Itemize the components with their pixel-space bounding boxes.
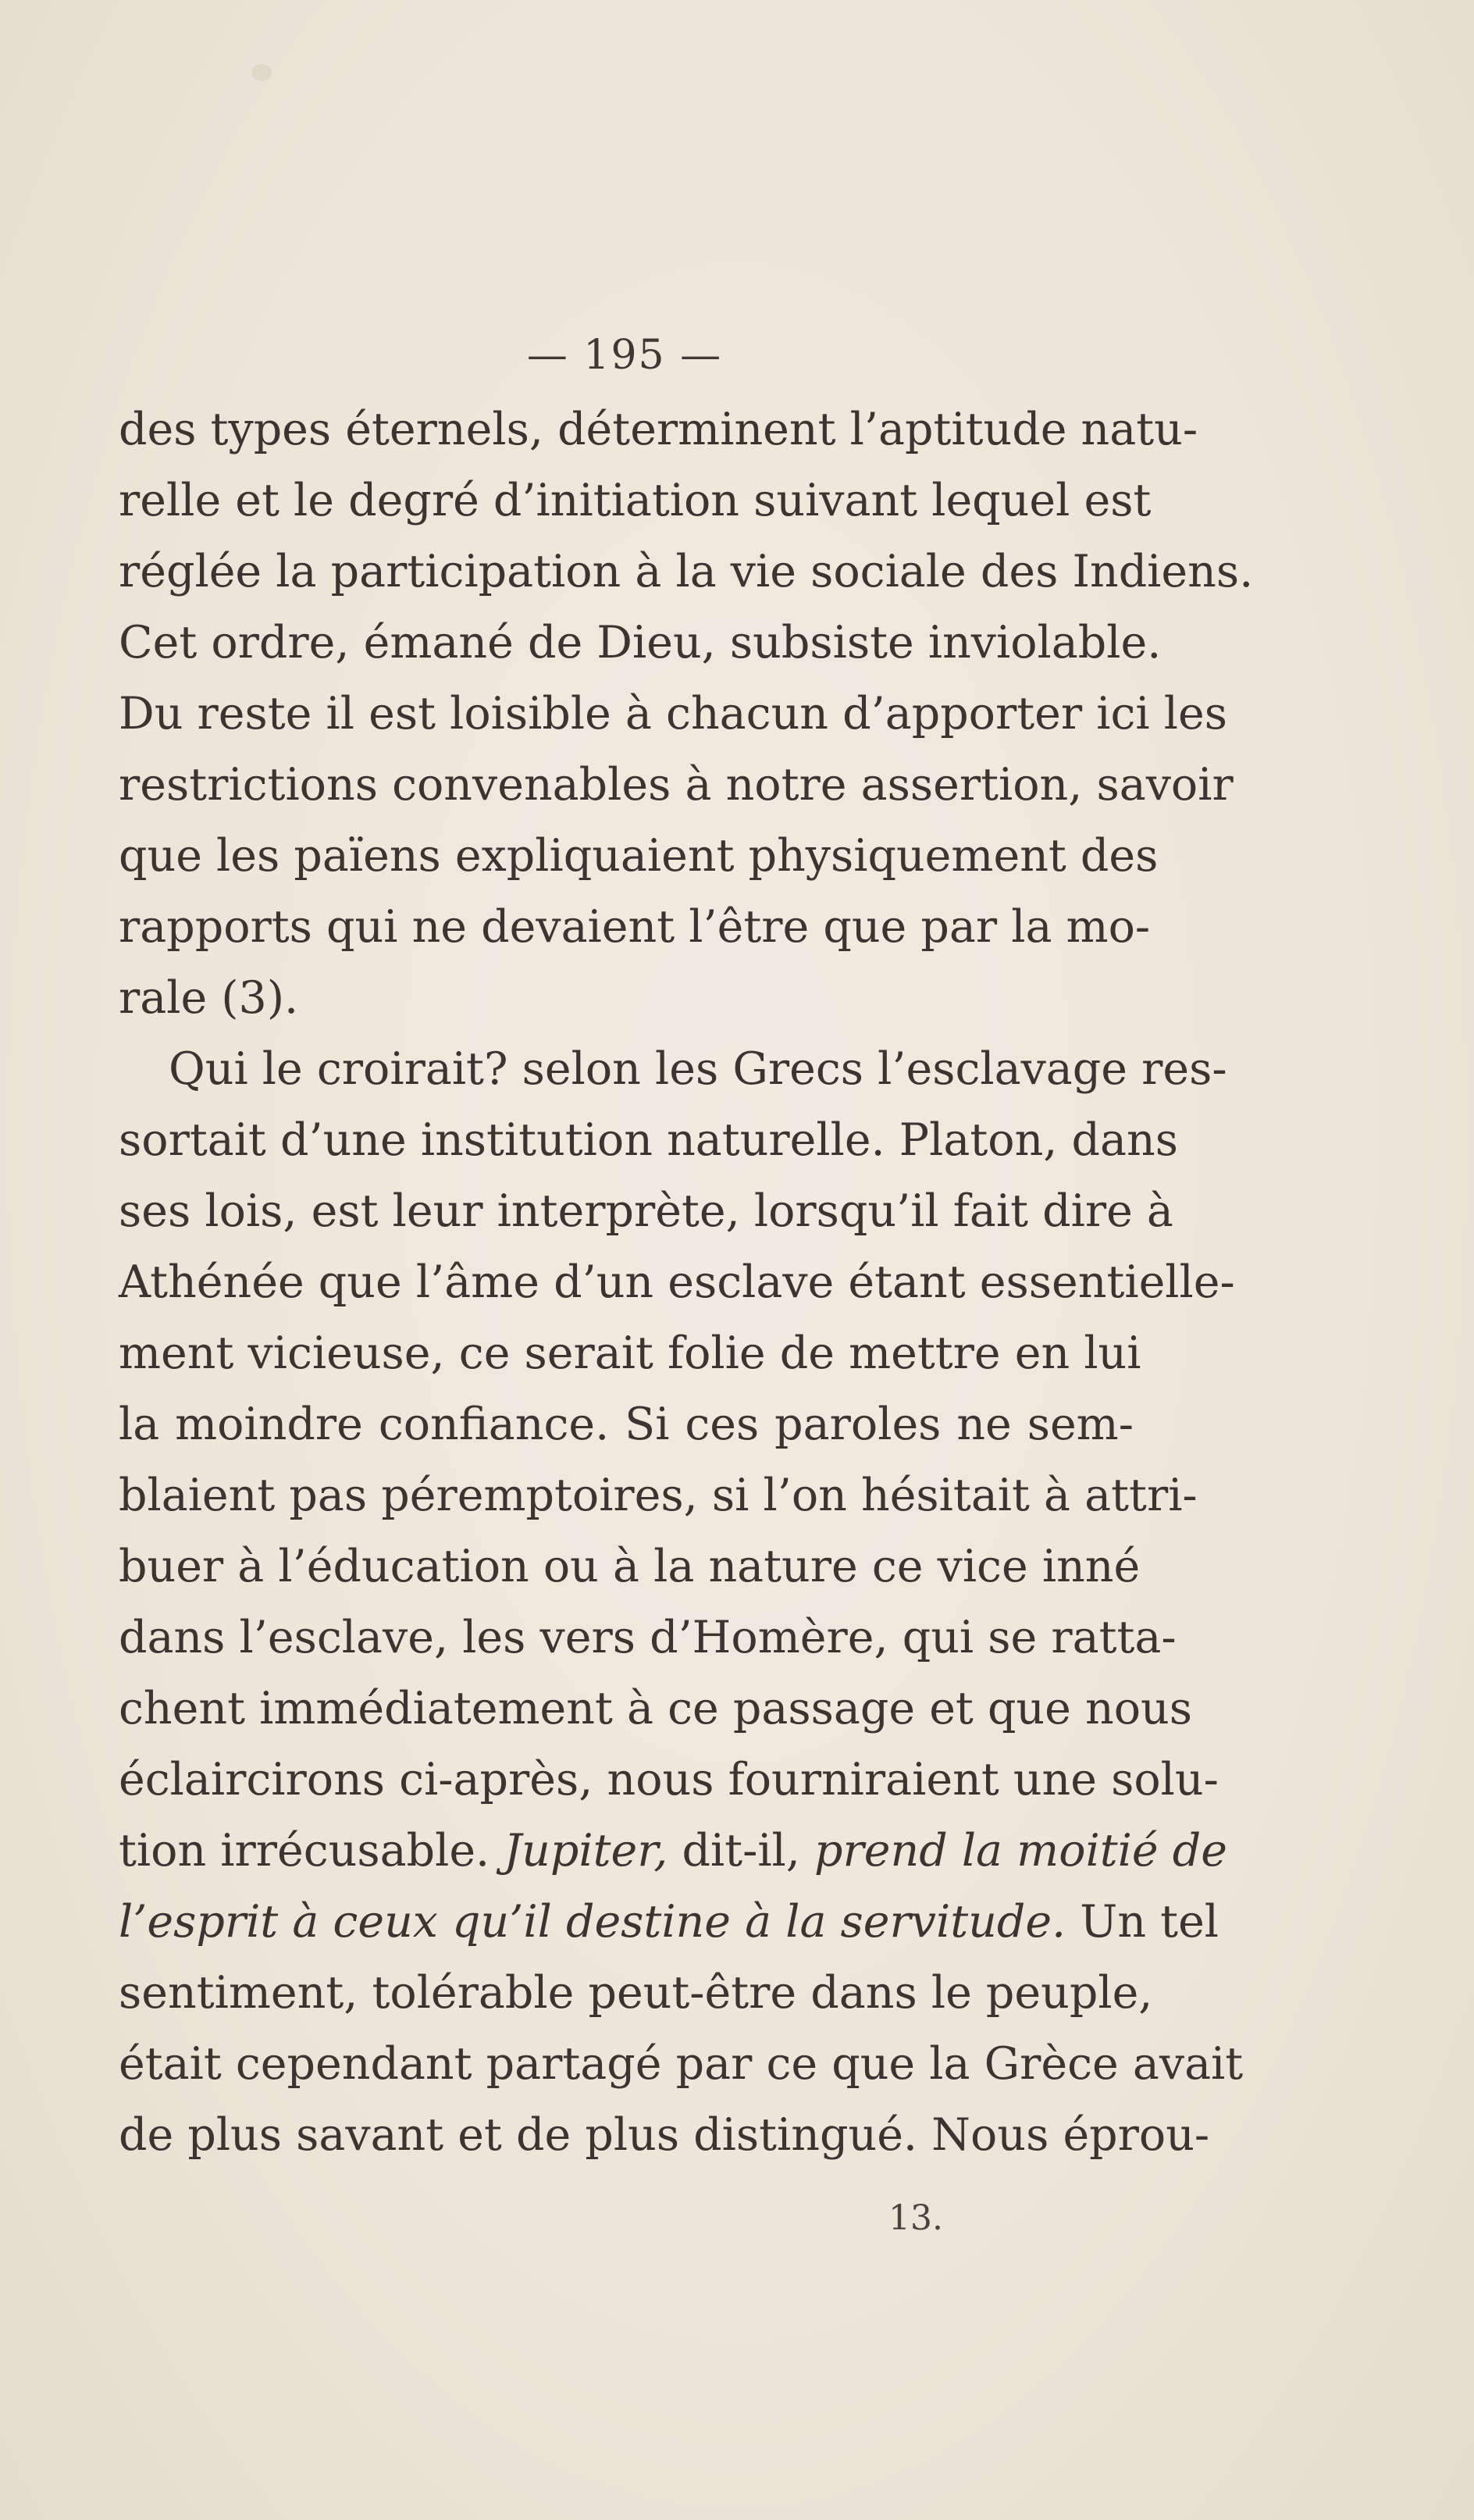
text-line: blaient pas péremptoires, si l’on hésitait à attri- [119,1470,1198,1521]
text-line: Du reste il est loisible à chacun d’apporter ici les [119,688,1227,740]
text-line: la moindre confiance. Si ces paroles ne sem- [119,1399,1134,1450]
italic-run: Jupiter, [504,1825,668,1877]
text-run: Un tel [1066,1896,1219,1948]
text-line: était cependant partagé par ce que la Grèce avait [119,2038,1244,2090]
italic-run: prend la moitié de [814,1825,1227,1877]
text-line: ses lois, est leur interprète, lorsqu’il fait dire à [119,1185,1173,1237]
text-line: restrictions convenables à notre assertion, savoir [119,759,1234,811]
text-line: Athénée que l’âme d’un esclave étant essentielle- [119,1256,1235,1308]
text-run: tion irrécusable. [119,1825,504,1877]
text-line: Cet ordre, émané de Dieu, subsiste inviolable. [119,617,1162,668]
signature-mark: 13. [888,2198,943,2238]
text-line: ment vicieuse, ce serait folie de mettre en lui [119,1328,1141,1379]
page-number: — 195 — [526,332,723,379]
text-line: dans l’esclave, les vers d’Homère, qui se ratta- [119,1612,1177,1663]
text-line: rale (3). [119,972,299,1024]
text-line: réglée la participation à la vie sociale des Indiens. [119,546,1254,597]
text-line: sentiment, tolérable peut-être dans le peuple, [119,1967,1153,2019]
text-line: de plus savant et de plus distingué. Nous éprou- [119,2109,1210,2161]
text-line: rapports qui ne devaient l’être que par la mo- [119,901,1151,953]
italic-run: l’esprit à ceux qu’il destine à la servitude. [119,1896,1066,1948]
text-line: éclaircirons ci-après, nous fourniraient une solu- [119,1754,1219,1805]
text-line: que les païens expliquaient physiquement des [119,830,1159,882]
text-line-mixed [119,1887,1219,1958]
text-line: buer à l’éducation ou à la nature ce vice inné [119,1541,1141,1592]
text-line: relle et le degré d’initiation suivant lequel est [119,475,1152,526]
text-line: chent immédiatement à ce passage et que nous [119,1683,1192,1734]
text-run: dit-il, [668,1825,815,1877]
body-text [119,394,1254,2171]
text-line-mixed [119,1816,1227,1887]
text-line: des types éternels, déterminent l’aptitude natu- [119,404,1198,455]
paper-stain [251,64,272,81]
text-line: sortait d’une institution naturelle. Platon, dans [119,1114,1178,1166]
paragraph-start-line: Qui le croirait? selon les Grecs l’esclavage res- [169,1043,1227,1095]
